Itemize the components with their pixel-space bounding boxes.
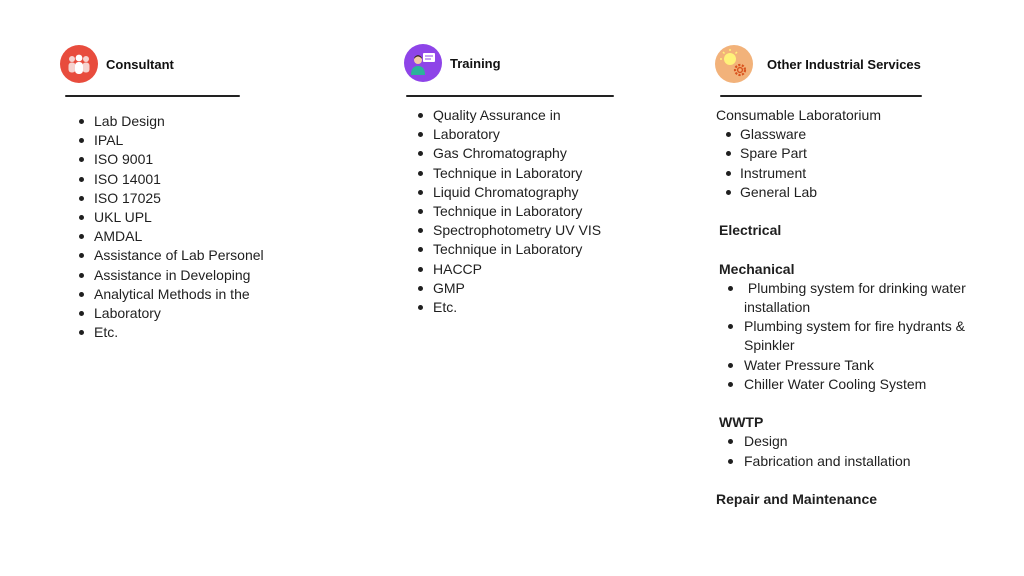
list-item: Spare Part <box>716 144 1016 163</box>
list-item: Instrument <box>716 164 1016 183</box>
list-item: Etc. <box>60 323 360 342</box>
list-item: Chiller Water Cooling System <box>716 375 976 394</box>
list-item: Technique in Laboratory <box>404 202 704 221</box>
list-item: Technique in Laboratory <box>404 164 704 183</box>
list-item: Gas Chromatography <box>404 144 704 163</box>
list-item: Water Pressure Tank <box>716 356 976 375</box>
list-item: GMP <box>404 279 704 298</box>
list-item: AMDAL <box>60 227 360 246</box>
consumable-heading: Consumable Laboratorium <box>716 107 881 123</box>
list-item: General Lab <box>716 183 1016 202</box>
other-services-content <box>716 106 1016 509</box>
people-group-icon <box>60 45 98 83</box>
consultant-header <box>60 44 174 84</box>
training-divider <box>406 95 614 97</box>
mechanical-heading: Mechanical <box>719 260 795 277</box>
training-list <box>404 106 704 317</box>
list-item: Technique in Laboratory <box>404 240 704 259</box>
list-item: Spectrophotometry UV VIS <box>404 221 704 240</box>
sun-gear-icon <box>715 45 753 83</box>
trainer-presentation-icon <box>404 44 442 82</box>
list-item: Assistance in Developing <box>60 266 360 285</box>
list-item: Liquid Chromatography <box>404 183 704 202</box>
list-item: Plumbing system for fire hydrants & Spinkler <box>716 317 976 355</box>
other-services-divider <box>720 95 922 97</box>
repair-heading: Repair and Maintenance <box>716 490 878 507</box>
consultant-divider <box>65 95 240 97</box>
other-services-header <box>715 44 921 84</box>
list-item: Assistance of Lab Personel <box>60 246 360 265</box>
mechanical-list <box>716 279 976 394</box>
list-item: Fabrication and installation <box>716 452 1016 471</box>
other-services-title: Other Industrial Services <box>767 56 921 72</box>
list-item: UKL UPL <box>60 208 360 227</box>
consultant-title: Consultant <box>106 56 174 72</box>
list-item: Glassware <box>716 125 1016 144</box>
list-item: ISO 14001 <box>60 170 360 189</box>
list-item: ISO 17025 <box>60 189 360 208</box>
list-item: HACCP <box>404 260 704 279</box>
list-item: Lab Design <box>60 112 360 131</box>
list-item: Laboratory <box>60 304 360 323</box>
training-header <box>404 43 501 83</box>
consumable-list <box>716 125 1016 202</box>
consultant-list <box>60 112 360 342</box>
list-item: Etc. <box>404 298 704 317</box>
list-item: IPAL <box>60 131 360 150</box>
electrical-heading: Electrical <box>719 222 782 239</box>
list-item: Design <box>716 432 1016 451</box>
wwtp-heading: WWTP <box>719 414 764 431</box>
list-item: Analytical Methods in the <box>60 285 360 304</box>
wwtp-list <box>716 432 1016 470</box>
list-item: Quality Assurance in <box>404 106 704 125</box>
list-item: Laboratory <box>404 125 704 144</box>
list-item: ISO 9001 <box>60 150 360 169</box>
list-item: Plumbing system for drinking water installation <box>716 279 976 317</box>
training-title: Training <box>450 55 501 71</box>
